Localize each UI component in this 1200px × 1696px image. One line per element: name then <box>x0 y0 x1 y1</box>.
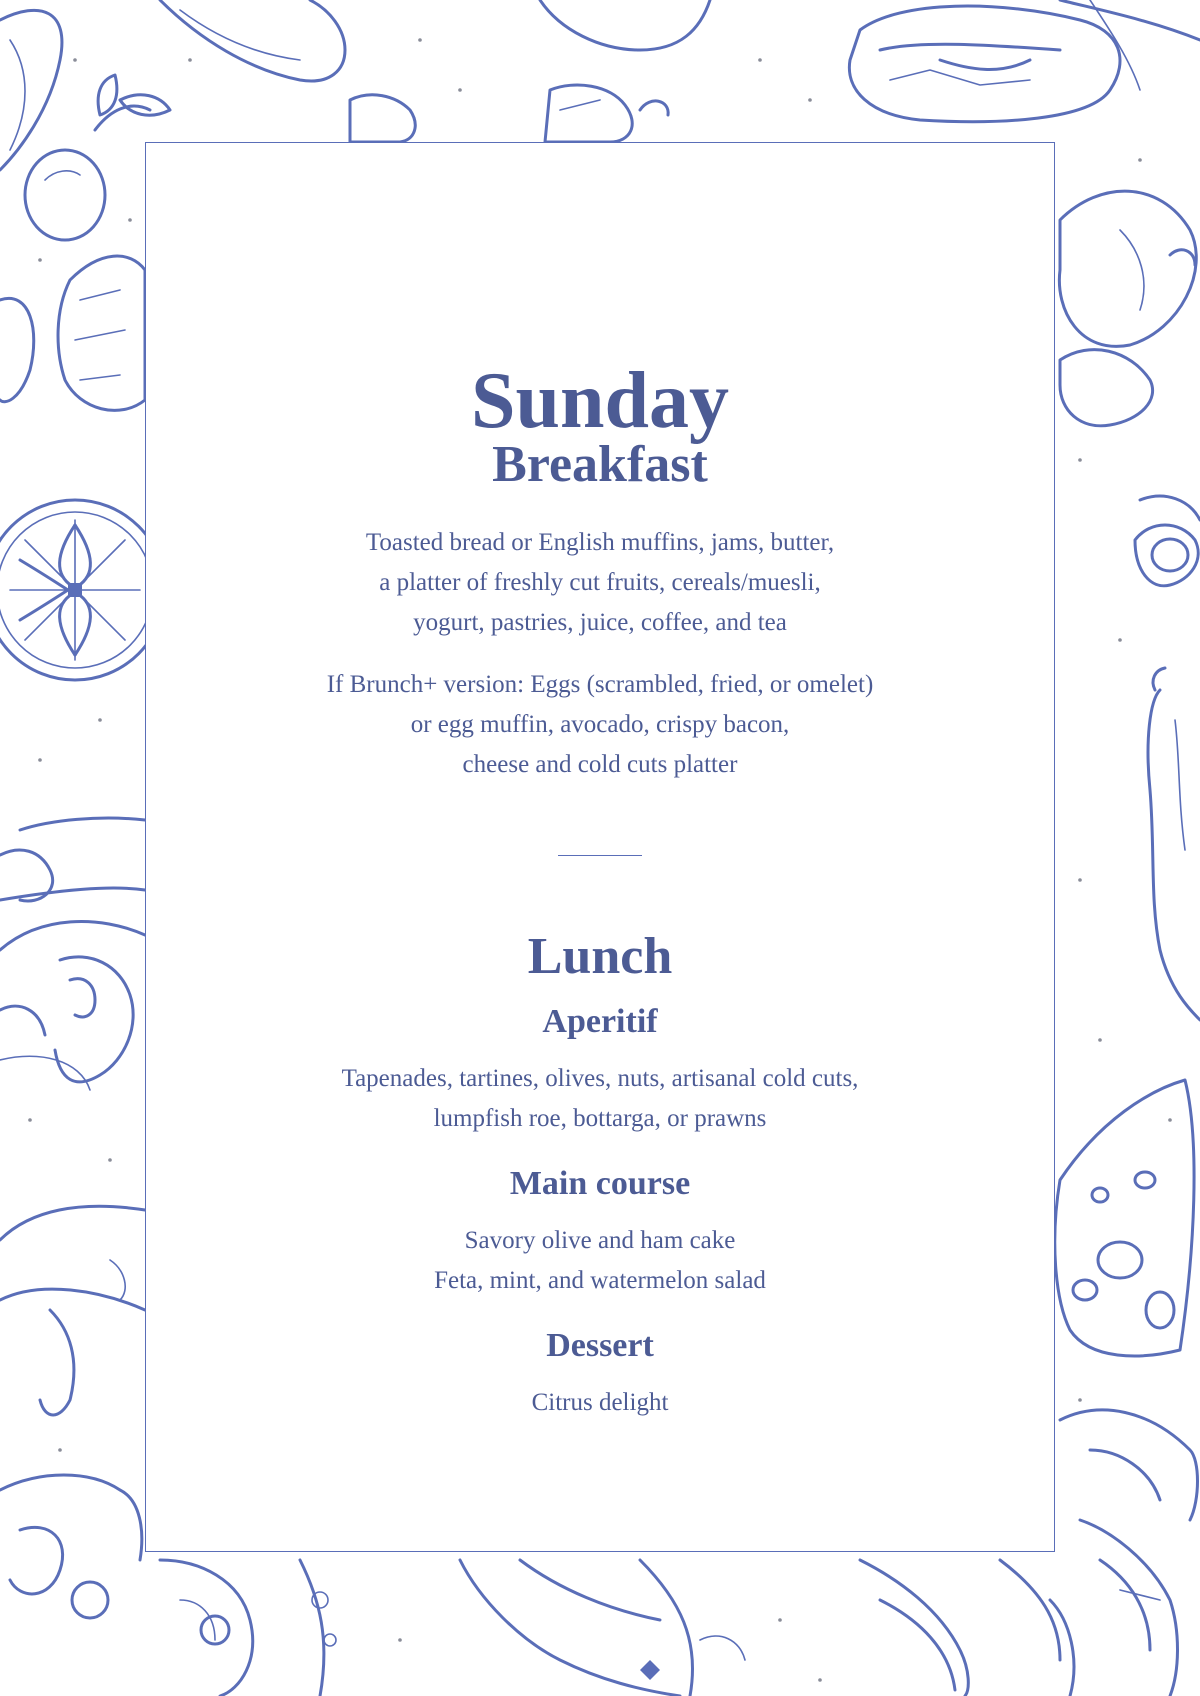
dessert-line: Citrus delight <box>531 1389 669 1416</box>
brunch-line: or egg muffin, avocado, crispy bacon, <box>410 711 790 738</box>
brunch-option <box>186 665 1014 785</box>
section-divider <box>558 855 642 856</box>
main-course-line: Feta, mint, and watermelon salad <box>434 1267 766 1294</box>
dessert-description <box>186 1383 1014 1423</box>
breakfast-line: yogurt, pastries, juice, coffee, and tea <box>413 609 787 636</box>
aperitif-line: Tapenades, tartines, olives, nuts, artisanal cold cuts, <box>341 1065 859 1092</box>
breakfast-line: a platter of freshly cut fruits, cereals/muesli, <box>379 569 821 596</box>
main-course-heading: Main course <box>509 1165 691 1202</box>
main-course-description <box>186 1221 1014 1301</box>
brunch-line: cheese and cold cuts platter <box>462 751 738 778</box>
breakfast-heading: Breakfast <box>492 436 708 493</box>
breakfast-description <box>186 523 1014 643</box>
brunch-line: If Brunch+ version: Eggs (scrambled, fried, or omelet) <box>326 671 874 698</box>
aperitif-line: lumpfish roe, bottarga, or prawns <box>433 1105 767 1132</box>
day-title: Sunday <box>471 357 729 445</box>
dessert-heading: Dessert <box>546 1327 654 1364</box>
aperitif-heading: Aperitif <box>542 1003 658 1040</box>
menu-card <box>145 142 1055 1552</box>
breakfast-line: Toasted bread or English muffins, jams, butter, <box>365 529 835 556</box>
main-course-line: Savory olive and ham cake <box>464 1227 736 1254</box>
lunch-heading: Lunch <box>527 928 673 985</box>
aperitif-description <box>186 1059 1014 1139</box>
